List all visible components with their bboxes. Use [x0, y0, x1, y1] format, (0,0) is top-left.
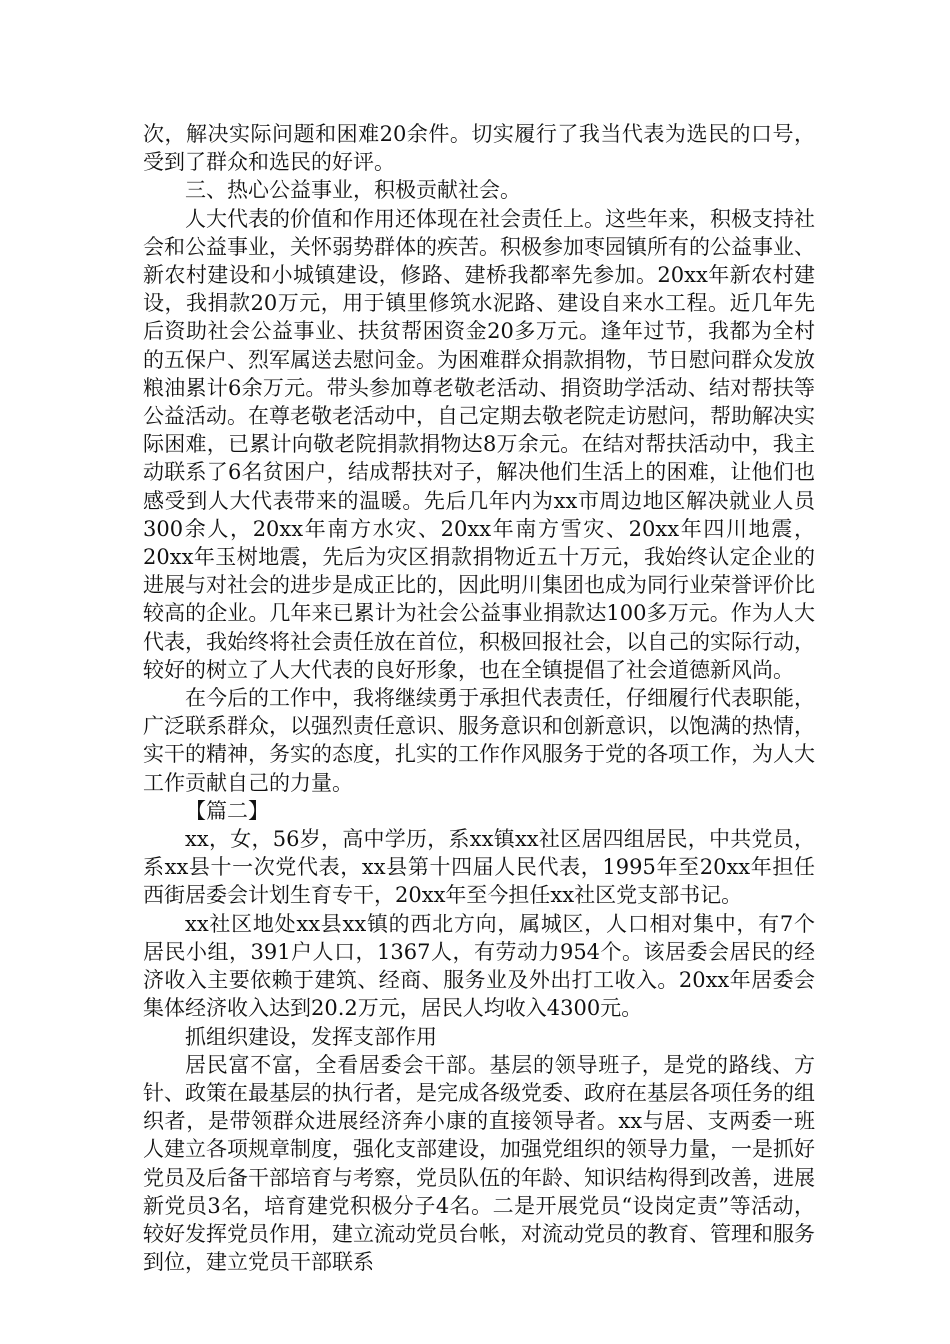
- paragraph: xx社区地处xx县xx镇的西北方向，属城区，人口相对集中，有7个居民小组，391户人口，1367人，有劳动力954个。该居委会居民的经济收入主要依赖于建筑、经商、服务业及外出打工收入。20xx年居委会集体经济收入达到20.2万元，居民人均收入4300元。: [143, 911, 815, 1021]
- section-heading-part-two: 【篇二】: [185, 798, 269, 823]
- section-heading-public-welfare: 三、热心公益事业，积极贡献社会。: [185, 178, 521, 203]
- paragraph: 次，解决实际问题和困难20余件。切实履行了我当代表为选民的口号，受到了群众和选民的好评。: [143, 122, 815, 175]
- paragraph: xx，女，56岁，高中学历，系xx镇xx社区居四组居民，中共党员，系xx县十一次党代表，xx县第十四届人民代表，1995年至20xx年担任西街居委会计划生育专干，20xx年至今担任xx社区党支部书记。: [143, 827, 815, 908]
- section-heading-organization: 抓组织建设，发挥支部作用: [185, 1024, 437, 1049]
- document-body: [143, 120, 815, 1276]
- paragraph: 在今后的工作中，我将继续勇于承担代表责任，仔细履行代表职能，广泛联系群众，以强烈责任意识、服务意识和创新意识，以饱满的热情，实干的精神，务实的态度，扎实的工作作风服务于党的各项工作，为人大工作贡献自己的力量。: [143, 686, 815, 795]
- paragraph: 人大代表的价值和作用还体现在社会责任上。这些年来，积极支持社会和公益事业，关怀弱势群体的疾苦。积极参加枣园镇所有的公益事业、新农村建设和小城镇建设，修路、建桥我都率先参加。20xx年新农村建设，我捐款20万元，用于镇里修筑水泥路、建设自来水工程。近几年先后资助社会公益事业、扶贫帮困资金20多万元。逢年过节，我都为全村的五保户、烈军属送去慰问金。为困难群众捐款捐物，节日慰问群众发放粮油累计6余万元。带头参加尊老敬老活动、捐资助学活动、结对帮扶等公益活动。在尊老敬老活动中，自己定期去敬老院走访慰问，帮助解决实际困难，已累计向敬老院捐款捐物达8万余元。在结对帮扶活动中，我主动联系了6名贫困户，结成帮扶对子，解决他们生活上的困难，让他们也感受到人大代表带来的温暖。先后几年内为xx市周边地区解决就业人员300余人，20xx年南方水灾、20xx年南方雪灾、20xx年四川地震，20xx年玉树地震，先后为灾区捐款捐物近五十万元，我始终认定企业的进展与对社会的进步是成正比的，因此明川集团也成为同行业荣誉评价比较高的企业。几年来已累计为社会公益事业捐款达100多万元。作为人大代表，我始终将社会责任放在首位，积极回报社会，以自己的实际行动，较好的树立了人大代表的良好形象，也在全镇提倡了社会道德新风尚。: [143, 206, 815, 682]
- paragraph: 居民富不富，全看居委会干部。基层的领导班子，是党的路线、方针、政策在最基层的执行者，是完成各级党委、政府在基层各项任务的组织者，是带领群众进展经济奔小康的直接领导者。xx与居、支两委一班人建立各项规章制度，强化支部建设，加强党组织的领导力量，一是抓好党员及后备干部培育与考察，党员队伍的年龄、知识结构得到改善，进展新党员3名，培育建党积极分子4名。二是开展党员“设岗定责”等活动，较好发挥党员作用，建立流动党员台帐，对流动党员的教育、管理和服务到位，建立党员干部联系: [143, 1052, 815, 1275]
